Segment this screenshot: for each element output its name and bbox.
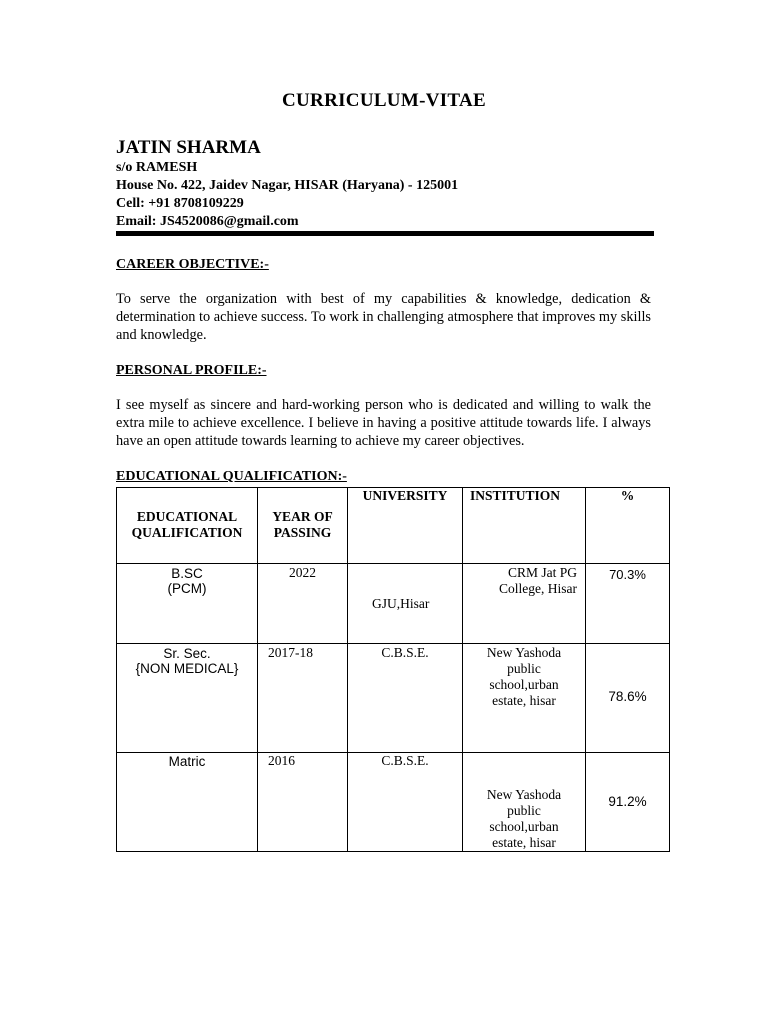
percent-cell: 91.2% — [586, 753, 670, 852]
career-objective-text: To serve the organization with best of my capabilities & knowledge, dedication & determination to achieve success. To work in challenging atmosphere that improves my skills and knowledge. — [116, 291, 651, 343]
year-cell: 2017-18 — [258, 644, 348, 753]
qualification-name: B.SC — [171, 566, 203, 581]
qualification-cell — [117, 753, 258, 852]
year-cell: 2022 — [258, 564, 348, 644]
email-address: Email: JS4520086@gmail.com — [116, 214, 299, 229]
column-header-institution: INSTITUTION — [463, 488, 586, 564]
percent-cell: 78.6% — [586, 644, 670, 753]
candidate-name: JATIN SHARMA — [116, 137, 261, 158]
university-cell: C.B.S.E. — [348, 753, 463, 852]
personal-profile-heading: PERSONAL PROFILE:- — [116, 363, 267, 378]
address: House No. 422, Jaidev Nagar, HISAR (Haryana) - 125001 — [116, 178, 459, 193]
column-header-year: YEAR OF PASSING — [258, 488, 348, 564]
qualification-stream: (PCM) — [167, 581, 207, 596]
institution-cell: New Yashoda public school,urban estate, hisar — [463, 753, 586, 852]
parent-name: s/o RAMESH — [116, 160, 198, 175]
column-header-university: UNIVERSITY — [348, 488, 463, 564]
column-header-qualification: EDUCATIONAL QUALIFICATION — [117, 488, 258, 564]
percent-cell: 70.3% — [586, 564, 670, 644]
table-row — [117, 753, 670, 852]
header-divider — [116, 231, 654, 236]
qualification-cell — [117, 644, 258, 753]
education-table — [116, 487, 670, 852]
career-objective-heading: CAREER OBJECTIVE:- — [116, 257, 269, 272]
column-header-percent: % — [586, 488, 670, 564]
document-title: CURRICULUM-VITAE — [282, 90, 486, 111]
university-cell: C.B.S.E. — [348, 644, 463, 753]
table-row — [117, 564, 670, 644]
table-row — [117, 644, 670, 753]
personal-profile-text: I see myself as sincere and hard-working person who is dedicated and willing to walk the extra mile to achieve excellence. I believe in having a positive attitude towards life. I always have an open attitude towards learning to achieve my career objectives. — [116, 397, 651, 449]
university-cell: GJU,Hisar — [348, 564, 463, 644]
qualification-cell — [117, 564, 258, 644]
qualification-name: Matric — [168, 754, 206, 769]
education-heading: EDUCATIONAL QUALIFICATION:- — [116, 469, 347, 484]
institution-cell: CRM Jat PG College, Hisar — [463, 564, 586, 644]
year-cell: 2016 — [258, 753, 348, 852]
cell-number: Cell: +91 8708109229 — [116, 196, 244, 211]
qualification-name: Sr. Sec. — [163, 646, 211, 661]
qualification-stream: {NON MEDICAL} — [135, 661, 239, 676]
table-header-row — [117, 488, 670, 564]
institution-cell: New Yashoda public school,urban estate, hisar — [463, 644, 586, 753]
